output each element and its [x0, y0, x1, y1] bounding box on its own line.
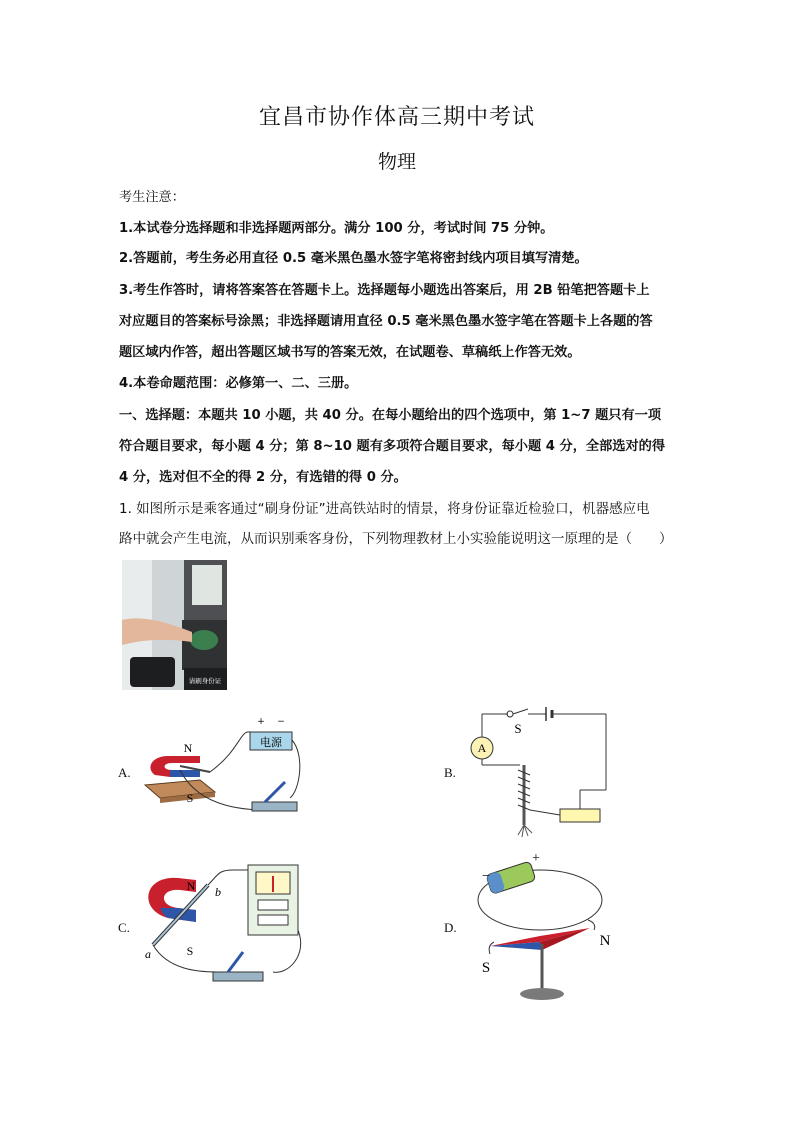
section1-line-2: 符合题目要求，每小题 4 分；第 8~10 题有多项符合题目要求，每小题 4 分，全部选对的得	[119, 439, 666, 454]
option-a-minus: −	[277, 717, 285, 727]
notice-line-5: 题区域内作答，超出答题区域书写的答案无效，在试题卷、草稿纸上作答无效。	[119, 345, 581, 360]
option-d-minus: −	[482, 869, 490, 884]
notice-line-4: 对应题目的答案标号涂黑；非选择题请用直径 0.5 毫米黑色墨水签字笔在答题卡上各题的答	[119, 314, 653, 329]
photo-sign-text: 请刷身份证	[188, 677, 222, 685]
section1-line-3: 4 分，选对但不全的得 2 分，有选错的得 0 分。	[119, 470, 407, 485]
notice-line-1: 1.本试卷分选择题和非选择题两部分。满分 100 分，考试时间 75 分钟。	[119, 221, 554, 236]
option-c-b: b	[215, 885, 221, 899]
option-c-label[interactable]: C.	[118, 920, 130, 935]
id-card-gate-photo	[122, 560, 227, 690]
option-a-figure	[140, 710, 310, 825]
option-b-figure	[460, 705, 620, 840]
option-c-a: a	[145, 947, 151, 961]
option-b-ammeter: A	[477, 741, 487, 755]
option-d-figure	[470, 848, 620, 1008]
notice-line-6: 4.本卷命题范围：必修第一、二、三册。	[119, 376, 358, 391]
option-c-n: N	[186, 879, 196, 893]
option-d-plus: +	[532, 851, 540, 866]
option-a-s: S	[186, 791, 194, 805]
option-a-power-label: 电源	[260, 736, 282, 749]
option-c-s: S	[186, 944, 194, 958]
option-d-label[interactable]: D.	[444, 920, 457, 935]
section1-line-1: 一、选择题：本题共 10 小题，共 40 分。在每小题给出的四个选项中，第 1~7 题只有一项	[119, 408, 662, 423]
question1-line-2: 路中就会产生电流，从而识别乘客身份，下列物理教材上小实验能说明这一原理的是（ ）	[119, 531, 673, 547]
notice-heading: 考生注意：	[119, 190, 185, 205]
option-a-plus: +	[257, 717, 265, 727]
exam-title: 宜昌市协作体高三期中考试	[258, 105, 535, 130]
option-a-label[interactable]: A.	[118, 765, 131, 780]
option-b-label[interactable]: B.	[444, 765, 456, 780]
notice-line-3: 3.考生作答时，请将答案答在答题卡上。选择题每小题选出答案后，用 2B 铅笔把答题卡上	[119, 283, 650, 298]
option-a-n: N	[183, 741, 193, 755]
exam-subject: 物理	[377, 151, 416, 173]
option-d-s: S	[481, 960, 491, 976]
option-c-figure	[138, 860, 313, 995]
option-d-n: N	[599, 933, 611, 949]
option-b-switch: S	[514, 721, 522, 736]
notice-line-2: 2.答题前，考生务必用直径 0.5 毫米黑色墨水签字笔将密封线内项目填写清楚。	[119, 251, 588, 266]
question1-line-1: 1. 如图所示是乘客通过“刷身份证”进高铁站时的情景，将身份证靠近检验口，机器感应电	[119, 501, 650, 517]
